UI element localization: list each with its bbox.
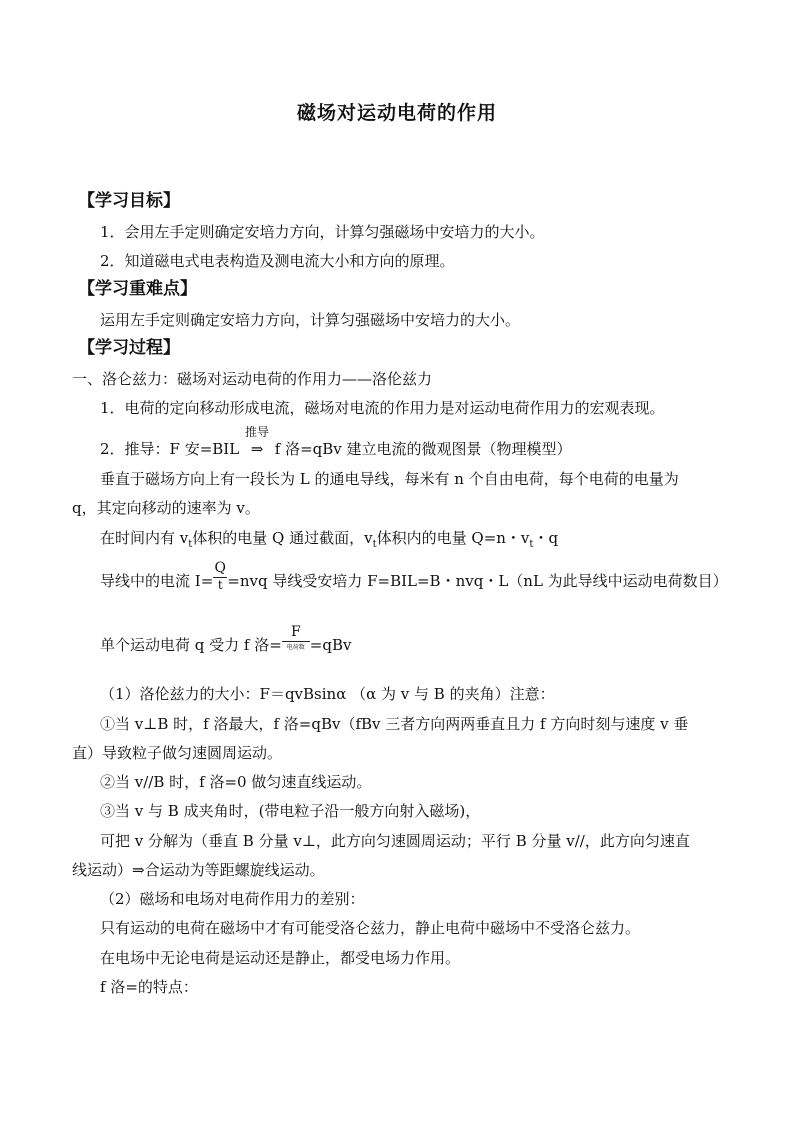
paragraph-charge-volume xyxy=(100,529,558,554)
fraction-denominator: 电荷数 xyxy=(286,644,305,651)
charge-volume-text-c: 体积内的电量 Q=n・v xyxy=(376,529,530,547)
single-charge-text-b: =qBv xyxy=(309,636,352,654)
paragraph-difference-heading: （2）磁场和电场对电荷作用力的差别： xyxy=(100,890,365,908)
paragraph-model-line-2: q，其定向移动的速率为 v。 xyxy=(72,499,260,517)
fraction-q-over-t xyxy=(213,560,227,592)
single-charge-text-a: 单个运动电荷 q 受力 f 洛= xyxy=(100,636,282,654)
paragraph-lorentz-definition: 一、洛仑兹力：磁场对运动电荷的作用力——洛伦兹力 xyxy=(72,370,433,388)
derivation-lorentz-text: f 洛=qBv 建立电流的微观图景（物理模型） xyxy=(274,440,572,458)
paragraph-case-perpendicular-2: 直）导致粒子做匀速圆周运动。 xyxy=(72,744,283,762)
paragraph-difference-electric: 在电场中无论电荷是运动还是静止，都受电场力作用。 xyxy=(100,949,461,967)
paragraph-decompose-2: 线运动）⇒合运动为等距螺旋线运动。 xyxy=(72,861,325,879)
goals-heading: 【学习目标】 xyxy=(78,191,180,211)
current-formula-text-a: 导线中的电流 I= xyxy=(100,572,214,590)
fraction-denominator: t xyxy=(217,578,223,592)
paragraph-features: f 洛=的特点： xyxy=(100,978,198,996)
derivation-ampere-text: 2．推导：F 安=BIL xyxy=(100,440,240,458)
paragraph-case-parallel: ②当 v//B 时，f 洛=0 做匀速直线运动。 xyxy=(100,773,372,791)
implies-arrow-icon: ⇒ xyxy=(250,440,264,458)
process-heading: 【学习过程】 xyxy=(78,338,180,358)
charge-volume-text-b: 体积的电量 Q 通过截面，v xyxy=(192,529,373,547)
goal-item-2: 2．知道磁电式电表构造及测电流大小和方向的原理。 xyxy=(100,252,455,270)
paragraph-single-charge-force xyxy=(100,624,352,660)
paragraph-decompose-1: 可把 v 分解为（垂直 B 分量 v⊥，此方向匀速圆周运动；平行 B 分量 v//，此方向匀速直 xyxy=(100,832,690,850)
paragraph-case-perpendicular-1: ①当 v⊥B 时，f 洛最大，f 洛=qBv（fBv 三者方向两两垂直且力 f 方向时刻与速度 v 垂 xyxy=(100,715,689,733)
fraction-f-over-count xyxy=(282,624,310,652)
derivation-arrow-label: 推导 xyxy=(244,425,269,439)
page-title: 磁场对运动电荷的作用 xyxy=(296,102,497,124)
paragraph-lorentz-magnitude: （1）洛伦兹力的大小：F＝qvBsinα （α 为 v 与 B 的夹角）注意： xyxy=(100,685,555,703)
fraction-numerator: Q xyxy=(214,560,226,576)
subscript-t: t xyxy=(372,539,377,550)
subscript-t: t xyxy=(529,539,534,550)
key-points-heading: 【学习重难点】 xyxy=(78,279,197,299)
fraction-numerator: F xyxy=(290,624,301,640)
paragraph-model-line-1: 垂直于磁场方向上有一段长为 L 的通电导线，每米有 n 个自由电荷，每个电荷的电量为 xyxy=(100,470,679,488)
key-point-1: 运用左手定则确定安培力方向，计算匀强磁场中安培力的大小。 xyxy=(100,311,521,329)
paragraph-current-macro: 1．电荷的定向移动形成电流，磁场对电流的作用力是对运动电荷作用力的宏观表现。 xyxy=(100,399,665,417)
paragraph-current-formula xyxy=(100,560,728,598)
charge-volume-text-d: ・q xyxy=(533,529,559,547)
charge-volume-text-a: 在时间内有 v xyxy=(100,529,189,547)
goal-item-1: 1．会用左手定则确定安培力方向，计算匀强磁场中安培力的大小。 xyxy=(100,223,545,241)
derivation-arrow xyxy=(244,425,270,458)
paragraph-derivation xyxy=(100,425,572,458)
paragraph-case-angle: ③当 v 与 B 成夹角时，(带电粒子沿一般方向射入磁场)， xyxy=(100,802,481,820)
subscript-t: t xyxy=(188,539,193,550)
current-formula-text-b: =nvq 导线受安培力 F=BIL=B・nvq・L（nL 为此导线中运动电荷数目） xyxy=(227,572,728,590)
fraction-bar xyxy=(282,641,310,642)
paragraph-difference-magnetic: 只有运动的电荷在磁场中才有可能受洛仑兹力，静止电荷中磁场中不受洛仑兹力。 xyxy=(100,919,641,937)
